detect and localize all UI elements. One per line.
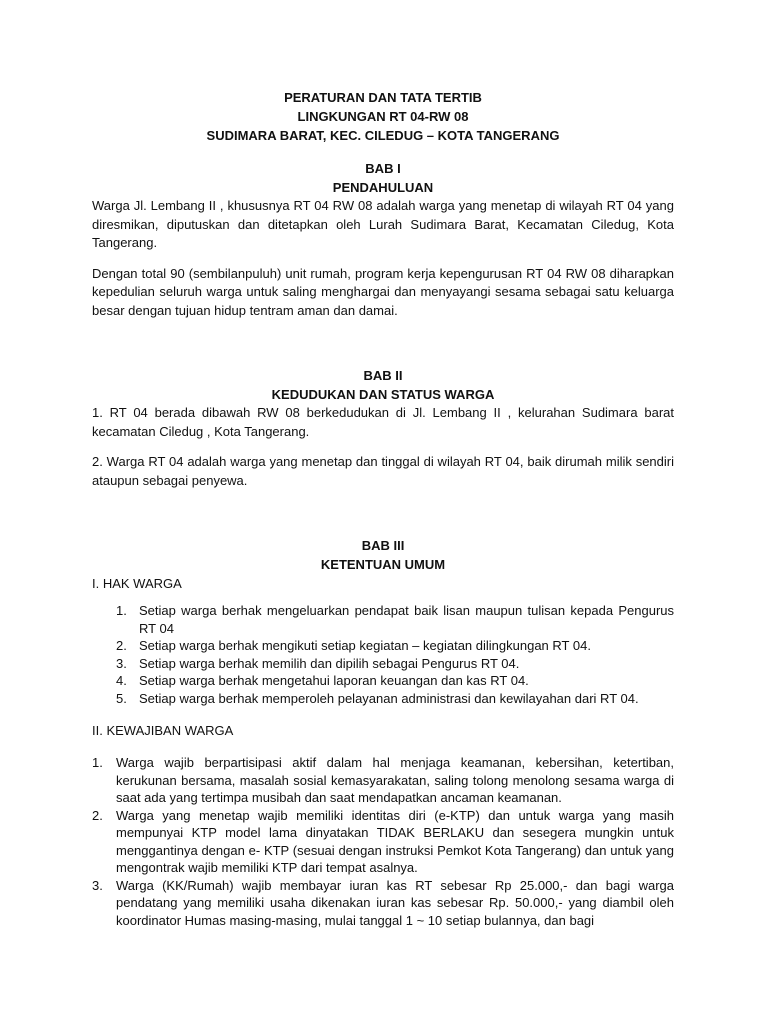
list-item-text: Warga (KK/Rumah) wajib membayar iuran kas RT sebesar Rp 25.000,- dan bagi warga pendatang yang memiliki usaha dikenakan iuran kas sebesar Rp. 50.000,- yang diambil oleh koordinator Humas masing-masing, mulai tanggal 1 ~ 10 setiap bulannya, dan bagi bbox=[116, 877, 674, 928]
hak-warga-list bbox=[92, 602, 674, 707]
list-item-number: 1. bbox=[92, 755, 103, 770]
list-item-text: Warga yang menetap wajib memiliki identitas diri (e-KTP) dan untuk warga yang masih mempunyai KTP model lama dinyatakan TIDAK BERLAKU dan sesegera mungkin untuk menggantinya dengan e- KTP (sesuai dengan instruksi Pemkot Kota Tangerang) dan untuk yang mengontrak wajib memiliki KTP dari tempat asalnya. bbox=[116, 807, 674, 875]
document-title: PERATURAN DAN TATA TERTIB bbox=[284, 90, 482, 105]
bab-2-number: BAB II bbox=[363, 368, 403, 383]
list-item-number: 4. bbox=[116, 673, 127, 688]
bab-1-number: BAB I bbox=[365, 161, 401, 176]
kewajiban-warga-list bbox=[92, 754, 674, 929]
list-item-number: 5. bbox=[116, 690, 127, 706]
bab-2-paragraph: 1. RT 04 berada dibawah RW 08 berkedudukan di Jl. Lembang II , kelurahan Sudimara barat kecamatan Ciledug , Kota Tangerang. bbox=[92, 405, 674, 439]
list-item-text: Setiap warga berhak mengetahui laporan keuangan dan kas RT 04. bbox=[139, 673, 529, 688]
list-item-text: Setiap warga berhak mengeluarkan pendapat baik lisan maupun tulisan kepada Pengurus RT 04 bbox=[139, 603, 674, 636]
list-item-number: 1. bbox=[116, 603, 127, 618]
bab-1-paragraph: Warga Jl. Lembang II , khususnya RT 04 RW 08 adalah warga yang menetap di wilayah RT 04 yang diresmikan, diputuskan dan ditetapkan oleh Lurah Sudimara Barat, Kecamatan Ciledug, Kota Tangerang. bbox=[92, 198, 674, 250]
list-item-text: Setiap warga berhak memperoleh pelayanan administrasi dan kewilayahan dari RT 04. bbox=[139, 690, 639, 706]
list-item bbox=[92, 754, 674, 807]
list-item bbox=[92, 637, 674, 655]
list-item-number: 2. bbox=[92, 807, 103, 823]
bab-3-section bbox=[92, 536, 674, 929]
bab-1-section bbox=[92, 159, 674, 320]
kewajiban-warga-label: II. KEWAJIBAN WARGA bbox=[92, 723, 234, 738]
bab-2-title: KEDUDUKAN DAN STATUS WARGA bbox=[271, 387, 495, 402]
list-item-number: 3. bbox=[92, 877, 103, 893]
bab-1-paragraph: Dengan total 90 (sembilanpuluh) unit rumah, program kerja kepengurusan RT 04 RW 08 diharapkan kepedulian seluruh warga untuk saling menghargai dan menyayangi sesama sebagai satu keluarga besar dengan tujuan hidup tentram aman dan damai. bbox=[92, 265, 674, 318]
list-item bbox=[92, 877, 674, 930]
bab-3-number: BAB III bbox=[361, 538, 405, 553]
document-location: SUDIMARA BARAT, KEC. CILEDUG – KOTA TANGERANG bbox=[206, 128, 560, 143]
list-item-text: Warga wajib berpartisipasi aktif dalam hal menjaga keamanan, kebersihan, ketertiban, kerukunan bersama, masalah sosial kemasyarakatan, saling tolong menolong sesama warga di saat ada yang tertimpa musibah dan saat mendapatkan ancaman keamanan. bbox=[116, 755, 674, 805]
list-item-number: 3. bbox=[116, 655, 127, 671]
list-item bbox=[92, 655, 674, 673]
list-item bbox=[92, 807, 674, 877]
list-item bbox=[92, 602, 674, 637]
list-item bbox=[92, 690, 674, 708]
document-header bbox=[92, 88, 674, 145]
bab-1-title: PENDAHULUAN bbox=[332, 180, 434, 195]
document-subtitle: LINGKUNGAN RT 04-RW 08 bbox=[297, 109, 469, 124]
list-item-text: Setiap warga berhak memilih dan dipilih sebagai Pengurus RT 04. bbox=[139, 655, 520, 671]
bab-3-title: KETENTUAN UMUM bbox=[320, 557, 446, 572]
hak-warga-label: I. HAK WARGA bbox=[92, 576, 182, 591]
list-item bbox=[92, 672, 674, 690]
bab-2-paragraph: 2. Warga RT 04 adalah warga yang menetap dan tinggal di wilayah RT 04, baik dirumah milik sendiri ataupun sebagai penyewa. bbox=[92, 454, 674, 488]
list-item-text: Setiap warga berhak mengikuti setiap kegiatan – kegiatan dilingkungan RT 04. bbox=[139, 638, 591, 653]
list-item-number: 2. bbox=[116, 638, 127, 653]
bab-2-section bbox=[92, 366, 674, 490]
